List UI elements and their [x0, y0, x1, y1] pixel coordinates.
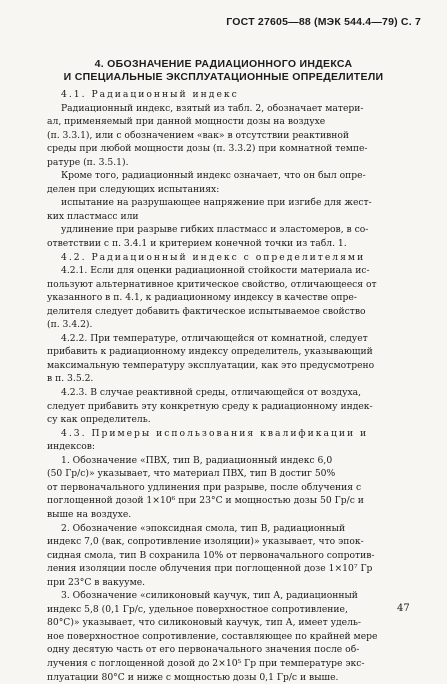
text-line: 2. Обозначение «эпоксидная смола, тип В, радиационный — [61, 522, 346, 534]
text-line: индекс 7,0 (вак, сопротивление изоляции)» указывает, что эпок- — [47, 536, 364, 548]
text-line: делителя следует добавить фактическое испытываемое свойство — [47, 305, 366, 317]
text-line: ал, применяемый при данной мощности дозы на воздухе — [47, 116, 326, 128]
text-line: поглощенной дозой 1×10⁶ при 23°С и мощностью дозы 50 Гр/с и — [47, 495, 364, 507]
page-header: ГОСТ 27605—88 (МЭК 544.4—79) С. 7 — [226, 16, 421, 28]
section-title-line-2: И СПЕЦИАЛЬНЫЕ ЭКСПЛУАТАЦИОННЫЕ ОПРЕДЕЛИТЕЛИ — [63, 71, 384, 83]
text-line: сидная смола, тип В сохранила 10% от первоначального сопротив- — [47, 549, 375, 561]
text-line: ления изоляции после облучения при поглощенной дозе 1×10⁷ Гр — [47, 563, 373, 575]
text-line: прибавить к радиационному индексу определитель, указывающий — [47, 346, 373, 358]
text-line: одну десятую часть от его первоначального значения после об- — [47, 644, 360, 656]
body-text — [47, 88, 413, 684]
text-line: 80°С)» указывает, что силиконовый каучук, тип А, имеет удель- — [47, 617, 362, 629]
text-line: в п. 3.5.2. — [47, 373, 94, 385]
text-line: Радиационный индекс, взятый из табл. 2, обозначает матери- — [61, 102, 364, 114]
text-line: делен при следующих испытаниях: — [47, 183, 220, 195]
text-line: индекс 5,8 (0,1 Гр/с, удельное поверхностное сопротивление, — [47, 603, 348, 615]
text-line: от первоначального удлинения при разрыве, после облучения с — [47, 481, 362, 493]
page-number: 47 — [397, 603, 410, 614]
text-line: ратуре (п. 3.5.1). — [47, 156, 129, 168]
section-title-line-1: 4. ОБОЗНАЧЕНИЕ РАДИАЦИОННОГО ИНДЕКСА — [94, 58, 353, 70]
text-line: (п. 3.3.1), или с обозначением «вак» в отсутствии реактивной — [47, 129, 350, 141]
text-line: 4.2.3. В случае реактивной среды, отличающейся от воздуха, — [61, 387, 362, 399]
text-line: ких пластмасс или — [47, 210, 139, 222]
text-line: указанного в п. 4.1, к радиационному индексу в качестве опре- — [47, 292, 357, 304]
text-line: выше на воздухе. — [47, 508, 132, 520]
text-line: Кроме того, радиационный индекс означает, что он был опре- — [61, 170, 366, 182]
text-line: ответствии с п. 3.4.1 и критерием конечной точки из табл. 1. — [47, 238, 347, 250]
text-line: плуатации 80°С и ниже с мощностью дозы 0,1 Гр/с и выше. — [47, 671, 339, 683]
text-line: максимальную температуру эксплуатации, как это предусмотрено — [47, 359, 375, 371]
text-line: ное поверхностное сопротивление, составляющее по крайней мере — [47, 630, 378, 642]
text-line: (п. 3.4.2). — [47, 319, 93, 331]
text-line: среды при любой мощности дозы (п. 3.3.2) при комнатной темпе- — [47, 143, 368, 155]
text-line: 1. Обозначение «ПВХ, тип В, радиационный индекс 6,0 — [61, 454, 333, 466]
text-line: испытание на разрушающее напряжение при изгибе для жест- — [61, 197, 372, 209]
text-line: следует прибавить эту конкретную среду к радиационному индек- — [47, 400, 373, 412]
text-line: индексов: — [47, 441, 96, 453]
text-line: 4.1. Радиационный индекс — [61, 89, 239, 100]
text-line: 4.3. Примеры использования квалификации и — [61, 427, 369, 439]
text-line: су как определитель. — [47, 414, 151, 426]
text-line: пользуют альтернативное критическое свойство, отличающееся от — [47, 278, 377, 290]
text-line: удлинение при разрыве гибких пластмасс и эластомеров, в со- — [61, 224, 369, 236]
text-line: 4.2.1. Если для оценки радиационной стойкости материала ис- — [61, 265, 370, 277]
text-line: при 23°С в вакууме. — [47, 576, 146, 588]
text-line: лучения с поглощенной дозой до 2×10⁵ Гр при температуре экс- — [47, 657, 365, 669]
text-line: (50 Гр/с)» указывает, что материал ПВХ, тип В достиг 50% — [47, 468, 336, 480]
text-line: 3. Обозначение «силиконовый каучук, тип А, радиационный — [61, 590, 358, 602]
text-line: 4.2.2. При температуре, отличающейся от комнатной, следует — [61, 332, 368, 344]
text-line: 4.2. Радиационный индекс с определителями — [61, 251, 366, 263]
